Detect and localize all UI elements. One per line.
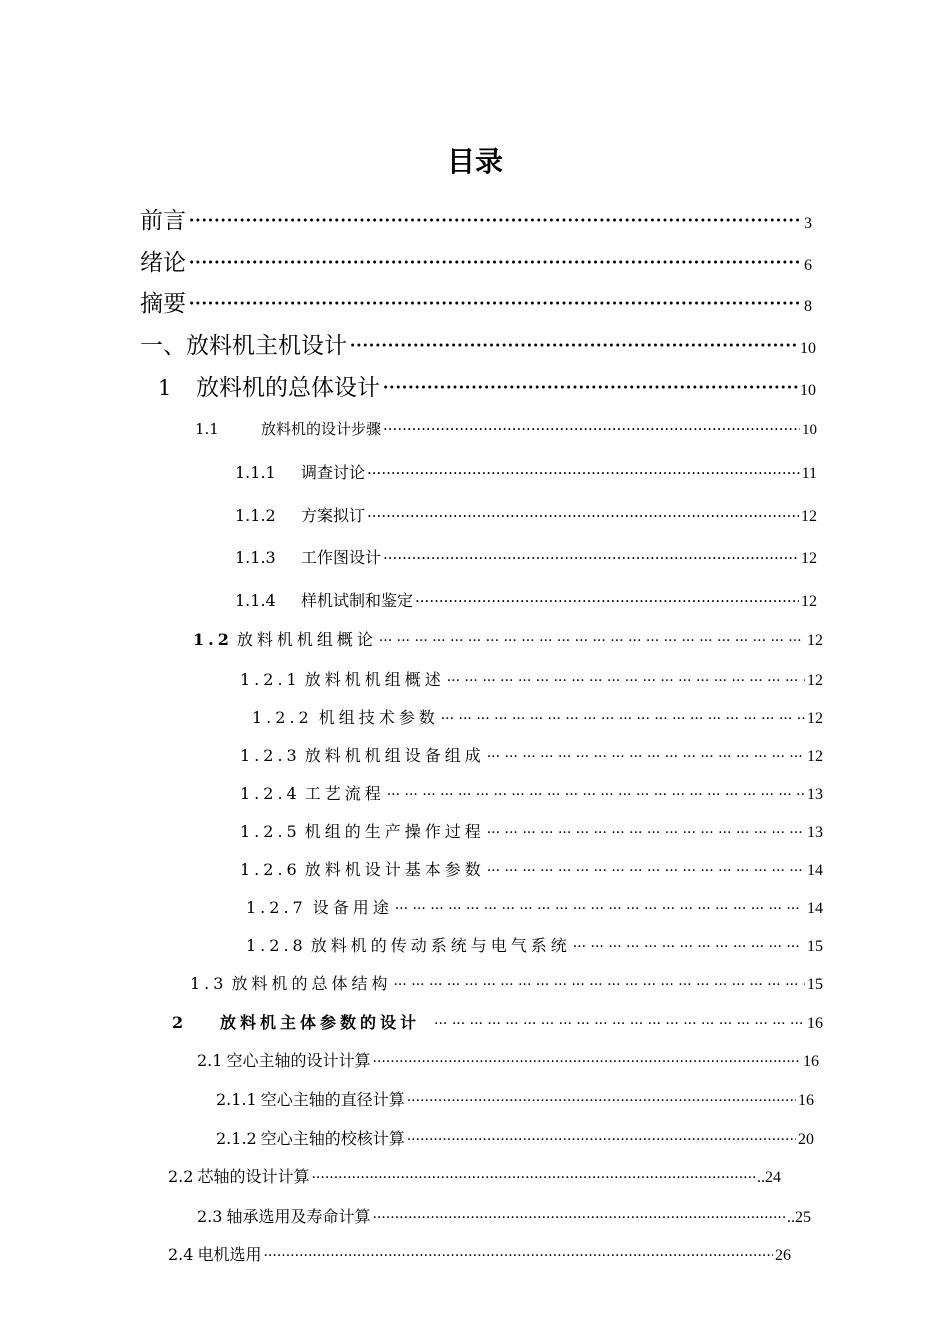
toc-entry-text: 绪论 xyxy=(140,250,186,276)
toc-entry-1-1-1[interactable] xyxy=(235,460,817,483)
toc-entry-number: 2.2 xyxy=(168,1167,194,1186)
toc-entry-1-2-3[interactable] xyxy=(240,743,823,766)
toc-entry-2-1-1[interactable] xyxy=(216,1087,814,1110)
toc-dot-leader xyxy=(383,420,800,438)
toc-entry-text: 放料机机组设备组成 xyxy=(304,746,485,765)
toc-entry-number: 2.1 xyxy=(197,1051,223,1070)
toc-entry-number: 2.1.2 xyxy=(216,1129,257,1148)
toc-dot-leader xyxy=(382,375,798,401)
toc-entry-number: 1.1.1 xyxy=(235,463,276,482)
toc-entry-number: 1.3 xyxy=(190,974,228,993)
toc-entry-text: 轴承选用及寿命计算 xyxy=(226,1207,371,1226)
toc-dot-leader xyxy=(188,208,802,234)
toc-dot-leader xyxy=(387,787,805,803)
toc-entry-text: 放料机主体参数的设计 xyxy=(220,1013,421,1032)
toc-page-number: 15 xyxy=(807,938,823,955)
toc-entry-text: 放料机的总体结构 xyxy=(231,974,392,993)
toc-dot-leader xyxy=(372,1210,785,1226)
toc-dot-leader xyxy=(367,464,800,482)
toc-entry-number: 1.1.4 xyxy=(235,591,276,610)
toc-entry-text: 电机选用 xyxy=(197,1245,262,1264)
toc-page-number: 10 xyxy=(800,340,816,357)
toc-page-number: 10 xyxy=(800,382,816,399)
toc-page-number: 12 xyxy=(807,710,823,727)
toc-entry-number: 1.1.3 xyxy=(235,548,276,567)
toc-entry-2-2[interactable] xyxy=(168,1164,781,1187)
toc-dot-leader xyxy=(407,1093,796,1109)
toc-entry-number: 1.2.3 xyxy=(240,746,301,765)
toc-entry-number: 2.1.1 xyxy=(216,1090,257,1109)
toc-entry-1-2-2[interactable] xyxy=(252,705,823,728)
toc-page-number: 11 xyxy=(801,465,817,482)
toc-dot-leader xyxy=(395,901,805,917)
toc-entry-1-2-8[interactable] xyxy=(246,933,823,956)
toc-dot-leader xyxy=(349,333,798,359)
toc-page-number: 26 xyxy=(775,1247,791,1264)
toc-entry-text: 放料机设计基本参数 xyxy=(304,860,485,879)
toc-entry-1-3[interactable] xyxy=(190,971,823,994)
toc-page-number: 3 xyxy=(804,215,812,232)
toc-dot-leader xyxy=(573,939,805,955)
toc-dot-leader xyxy=(311,1170,755,1186)
toc-dot-leader xyxy=(188,291,802,317)
page-title: 目录 xyxy=(446,145,503,178)
toc-entry-text: 前言 xyxy=(140,208,186,234)
toc-page-number: 12 xyxy=(807,632,823,649)
toc-entry-text: 样机试制和鉴定 xyxy=(301,591,414,610)
toc-dot-leader xyxy=(447,673,805,689)
toc-page-number: 16 xyxy=(798,1092,814,1109)
toc-page-number: 16 xyxy=(807,1015,823,1032)
toc-entry-2-3[interactable] xyxy=(197,1204,811,1227)
toc-page-number: 12 xyxy=(807,748,823,765)
toc-entry-section-2[interactable] xyxy=(172,1010,823,1033)
toc-entry-introduction[interactable] xyxy=(140,244,812,277)
toc-entry-number: 1.2.6 xyxy=(240,860,301,879)
toc-entry-abstract[interactable] xyxy=(140,285,812,318)
toc-page-number: 12 xyxy=(801,550,817,567)
toc-dot-leader xyxy=(487,825,805,841)
toc-entry-text: 方案拟订 xyxy=(301,506,366,525)
toc-entry-text: 工艺流程 xyxy=(304,784,385,803)
toc-entry-text: 机组的生产操作过程 xyxy=(304,822,485,841)
toc-entry-text: 空心主轴的校核计算 xyxy=(260,1129,405,1148)
toc-entry-number: 2 xyxy=(172,1013,188,1032)
toc-entry-text: 放料机机组概论 xyxy=(236,630,377,649)
toc-entry-number: 1.2.7 xyxy=(246,898,307,917)
toc-page-number: 14 xyxy=(807,862,823,879)
toc-page-number: 12 xyxy=(801,508,817,525)
toc-page-number: 10 xyxy=(802,422,817,438)
toc-entry-text: 放料机的设计步骤 xyxy=(261,420,382,438)
toc-entry-1-1-2[interactable] xyxy=(235,503,817,526)
toc-dot-leader xyxy=(383,549,799,567)
toc-entry-1-2-1[interactable] xyxy=(240,667,823,690)
toc-entry-chapter-1[interactable] xyxy=(140,327,816,360)
toc-entry-number: 1.2.8 xyxy=(246,936,307,955)
toc-page-number: 15 xyxy=(807,976,823,993)
toc-entry-1-2-4[interactable] xyxy=(240,781,823,804)
toc-dot-leader xyxy=(367,507,799,525)
toc-page-number: 13 xyxy=(807,824,823,841)
toc-page-number: 13 xyxy=(807,786,823,803)
toc-entry-1-2-6[interactable] xyxy=(240,857,823,880)
toc-page-number: 14 xyxy=(807,900,823,917)
toc-entry-text: 调查讨论 xyxy=(301,463,366,482)
toc-entry-text: 机组技术参数 xyxy=(318,708,439,727)
toc-dot-leader xyxy=(415,592,799,610)
toc-dot-leader xyxy=(379,633,805,649)
toc-dot-leader xyxy=(487,749,805,765)
toc-dot-leader xyxy=(407,1132,796,1148)
toc-dot-leader xyxy=(434,1016,805,1032)
toc-page-number: 16 xyxy=(803,1053,819,1070)
toc-entry-text: 空心主轴的设计计算 xyxy=(226,1051,371,1070)
toc-entry-2-1[interactable] xyxy=(197,1048,819,1071)
toc-page-number: ..24 xyxy=(757,1169,781,1186)
toc-entry-1-2-5[interactable] xyxy=(240,819,823,842)
toc-entry-number: 2.3 xyxy=(197,1207,223,1226)
toc-page-number: ..25 xyxy=(787,1209,811,1226)
toc-entry-number: 1.1 xyxy=(195,420,219,438)
toc-entry-1-1-3[interactable] xyxy=(235,545,817,568)
toc-entry-text: 芯轴的设计计算 xyxy=(197,1167,310,1186)
toc-entry-number: 2.4 xyxy=(168,1245,194,1264)
toc-entry-number: 1.2.2 xyxy=(252,708,313,727)
toc-dot-leader xyxy=(393,977,805,993)
toc-entry-text: 放料机的总体设计 xyxy=(196,375,380,401)
toc-entry-number: 1.2.4 xyxy=(240,784,301,803)
toc-entry-number: 1.2.1 xyxy=(240,670,301,689)
toc-entry-text: 设备用途 xyxy=(312,898,393,917)
toc-dot-leader xyxy=(487,863,805,879)
toc-entry-number: 1.1.2 xyxy=(235,506,276,525)
toc-page-number: 12 xyxy=(807,672,823,689)
toc-entry-text: 工作图设计 xyxy=(301,548,382,567)
toc-entry-2-1-2[interactable] xyxy=(216,1126,814,1149)
toc-page-number: 8 xyxy=(804,298,812,315)
toc-entry-text: 空心主轴的直径计算 xyxy=(260,1090,405,1109)
toc-entry-2-4[interactable] xyxy=(168,1242,791,1265)
toc-entry-1-2-7[interactable] xyxy=(246,895,823,918)
toc-dot-leader xyxy=(441,711,805,727)
toc-entry-number: 1.2.5 xyxy=(240,822,301,841)
toc-entry-number: 1.2 xyxy=(193,630,233,649)
toc-entry-text: 放料机的传动系统与电气系统 xyxy=(310,936,571,955)
toc-page-number: 20 xyxy=(798,1131,814,1148)
toc-entry-text: 摘要 xyxy=(140,291,186,317)
toc-entry-1-2[interactable] xyxy=(193,627,823,650)
toc-page-number: 6 xyxy=(804,257,812,274)
toc-dot-leader xyxy=(372,1054,801,1070)
toc-dot-leader xyxy=(188,250,802,276)
toc-entry-1-1[interactable] xyxy=(195,418,817,439)
toc-entry-number: 1 xyxy=(158,376,172,400)
toc-dot-leader xyxy=(263,1248,773,1264)
toc-entry-preface[interactable] xyxy=(140,202,812,235)
toc-entry-1-1-4[interactable] xyxy=(235,588,817,611)
toc-page-number: 12 xyxy=(801,593,817,610)
toc-entry-text: 一、放料机主机设计 xyxy=(140,333,347,359)
toc-entry-section-1[interactable] xyxy=(158,369,816,402)
toc-entry-text: 放料机机组概述 xyxy=(304,670,445,689)
